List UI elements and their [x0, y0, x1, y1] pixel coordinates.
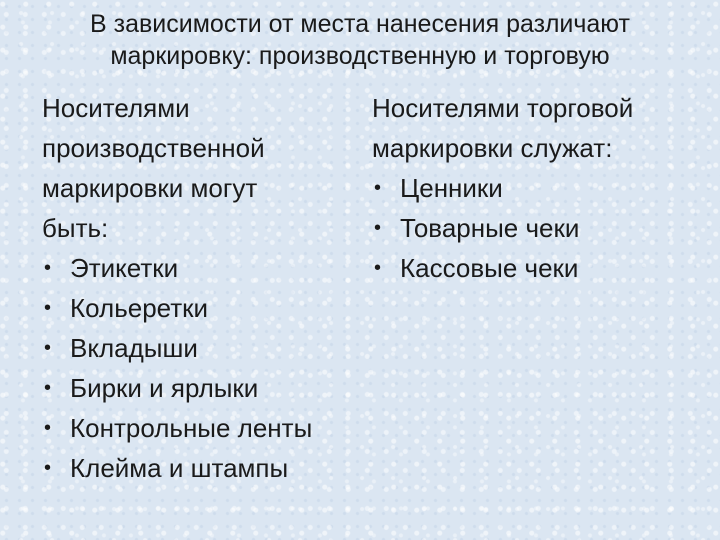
list-item-label: Кассовые чеки: [400, 253, 579, 283]
list-item-label: Товарные чеки: [400, 213, 580, 243]
right-bullet-list: [372, 168, 702, 288]
list-item: [42, 288, 362, 328]
slide-title: [30, 8, 690, 72]
right-intro-line: Носителями торговой: [372, 93, 634, 123]
list-item: [42, 328, 362, 368]
bullet-icon: •: [374, 217, 382, 239]
left-bullet-list: [42, 248, 362, 488]
left-intro-line: маркировки могут: [42, 173, 258, 203]
right-column: [372, 88, 702, 288]
list-item-label: Бирки и ярлыки: [70, 373, 259, 403]
list-item-label: Ценники: [400, 173, 503, 203]
bullet-icon: •: [44, 457, 52, 479]
left-intro-line: Носителями: [42, 93, 190, 123]
left-column: [42, 88, 362, 488]
left-intro: [42, 88, 362, 248]
list-item-label: Кольеретки: [70, 293, 209, 323]
bullet-icon: •: [44, 337, 52, 359]
bullet-icon: •: [44, 297, 52, 319]
title-line-2: маркировку: производственную и торговую: [110, 42, 610, 70]
list-item: [42, 248, 362, 288]
list-item-label: Контрольные ленты: [70, 413, 313, 443]
list-item-label: Этикетки: [70, 253, 179, 283]
list-item: [372, 168, 702, 208]
right-intro: [372, 88, 702, 168]
bullet-icon: •: [44, 377, 52, 399]
left-intro-line: производственной: [42, 133, 265, 163]
bullet-icon: •: [374, 257, 382, 279]
left-intro-line: быть:: [42, 213, 109, 243]
list-item-label: Клейма и штампы: [70, 453, 289, 483]
bullet-icon: •: [374, 177, 382, 199]
bullet-icon: •: [44, 257, 52, 279]
bullet-icon: •: [44, 417, 52, 439]
right-intro-line: маркировки служат:: [372, 133, 613, 163]
list-item: [42, 368, 362, 408]
list-item: [42, 448, 362, 488]
list-item: [372, 248, 702, 288]
list-item: [42, 408, 362, 448]
list-item-label: Вкладыши: [70, 333, 198, 363]
list-item: [372, 208, 702, 248]
title-line-1: В зависимости от места нанесения различают: [90, 10, 630, 38]
